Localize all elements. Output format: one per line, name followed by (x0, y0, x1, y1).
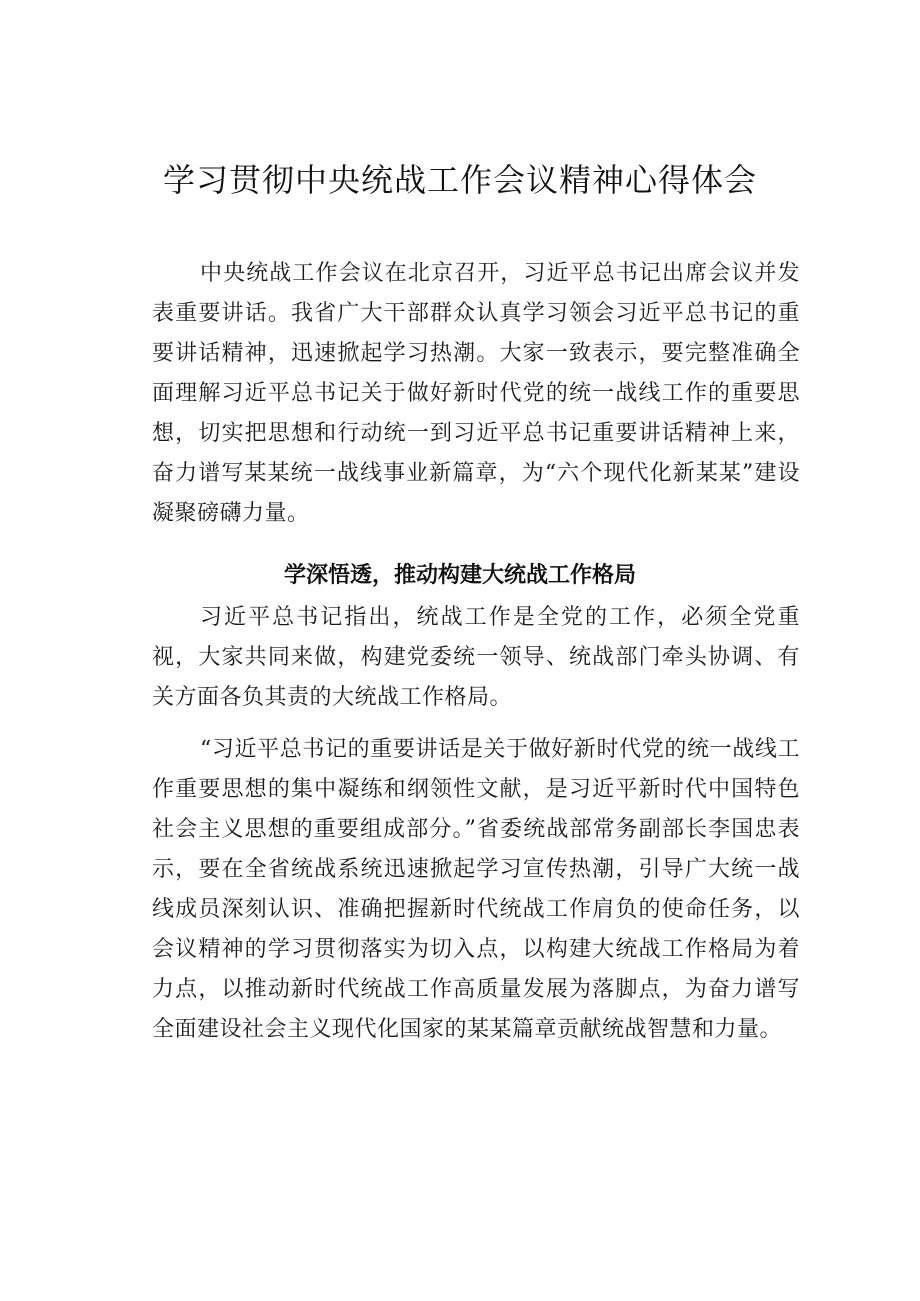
section-heading: 学深悟透，推动构建大统战工作格局 (283, 563, 636, 588)
paragraph-section-1: 习近平总书记指出，统战工作是全党的工作，必须全党重视，大家共同来做，构建党委统一领导、统战部门牵头协调、有关方面各负其责的大统战工作格局。 (152, 605, 800, 710)
document-title: 学习贯彻中央统战工作会议精神心得体会 (162, 161, 757, 199)
paragraph-section-2: “习近平总书记的重要讲话是关于做好新时代党的统一战线工作重要思想的集中凝练和纲领性文献，是习近平新时代中国特色社会主义思想的重要组成部分。”省委统战部常务副部长李国忠表示，要在全省统战系统迅速掀起学习宣传热潮，引导广大统一战线成员深刻认识、准确把握新时代统战工作肩负的使命任务，以会议精神的学习贯彻落实为切入点，以构建大统战工作格局为着力点，以推动新时代统战工作高质量发展为落脚点，为奋力谱写全面建设社会主义现代化国家的某某篇章贡献统战智慧和力量。 (152, 737, 800, 1042)
paragraph-intro: 中央统战工作会议在北京召开，习近平总书记出席会议并发表重要讲话。我省广大干部群众认真学习领会习近平总书记的重要讲话精神，迅速掀起学习热潮。大家一致表示，要完整准确全面理解习近平总书记关于做好新时代党的统一战线工作的重要思想，切实把思想和行动统一到习近平总书记重要讲话精神上来，奋力谱写某某统一战线事业新篇章，为“六个现代化新某某”建设凝聚磅礴力量。 (152, 261, 800, 526)
